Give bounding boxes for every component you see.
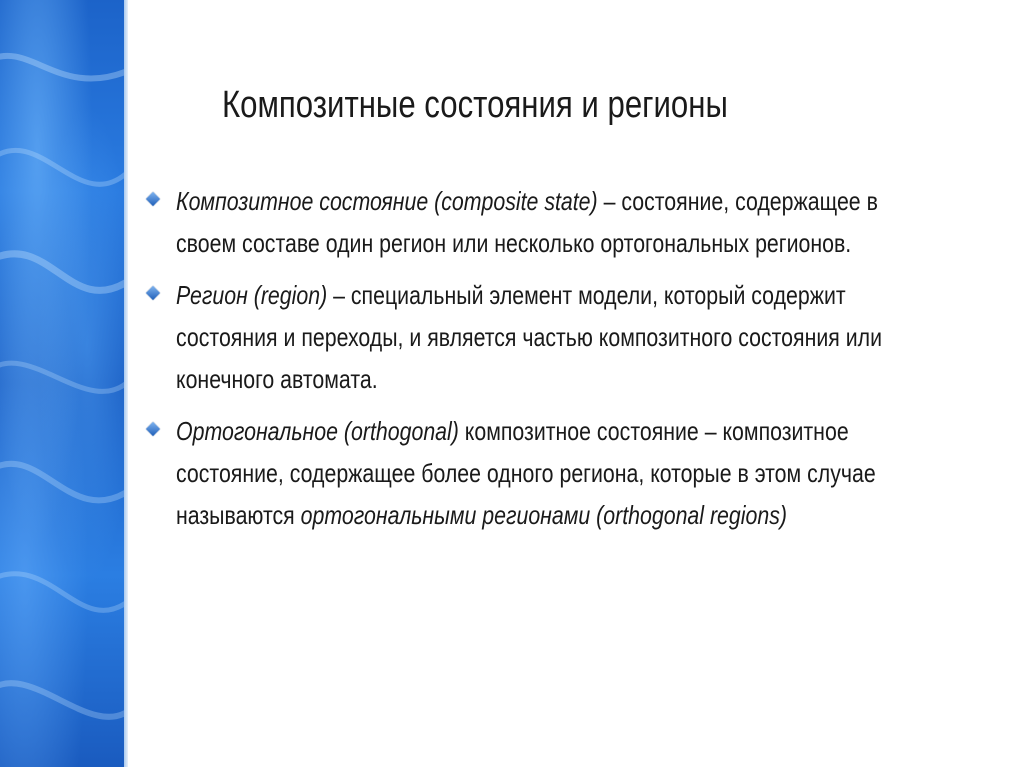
list-item — [148, 180, 1008, 264]
bullet-text — [176, 274, 939, 400]
decorative-side-band — [0, 0, 124, 767]
term: Регион (region) — [176, 280, 328, 310]
bullet-text — [176, 180, 939, 264]
water-ripple-pattern — [0, 0, 124, 767]
term-orthogonal-regions: ортогональными регионами (orthogonal regions) — [300, 500, 787, 530]
bullet-text — [176, 410, 939, 536]
definition: – состояние, содержащее в своем составе один регион или несколько ортогональных регионов. — [176, 186, 878, 258]
list-item — [148, 274, 1008, 400]
definition: – специальный элемент модели, который содержит состояния и переходы, и является частью композитного состояния или конечного автомата. — [176, 280, 882, 394]
diamond-bullet-icon — [146, 422, 160, 436]
bullet-list — [148, 180, 1008, 546]
page-title: Композитные состояния и регионы — [222, 84, 728, 126]
diamond-bullet-icon — [146, 192, 160, 206]
list-item — [148, 410, 1008, 536]
term: Композитное состояние (composite state) — [176, 186, 598, 216]
definition: композитное состояние – композитное состояние, содержащее более одного региона, которые в этом случае называются — [176, 416, 876, 530]
term: Ортогональное (orthogonal) — [176, 416, 459, 446]
diamond-bullet-icon — [146, 286, 160, 300]
